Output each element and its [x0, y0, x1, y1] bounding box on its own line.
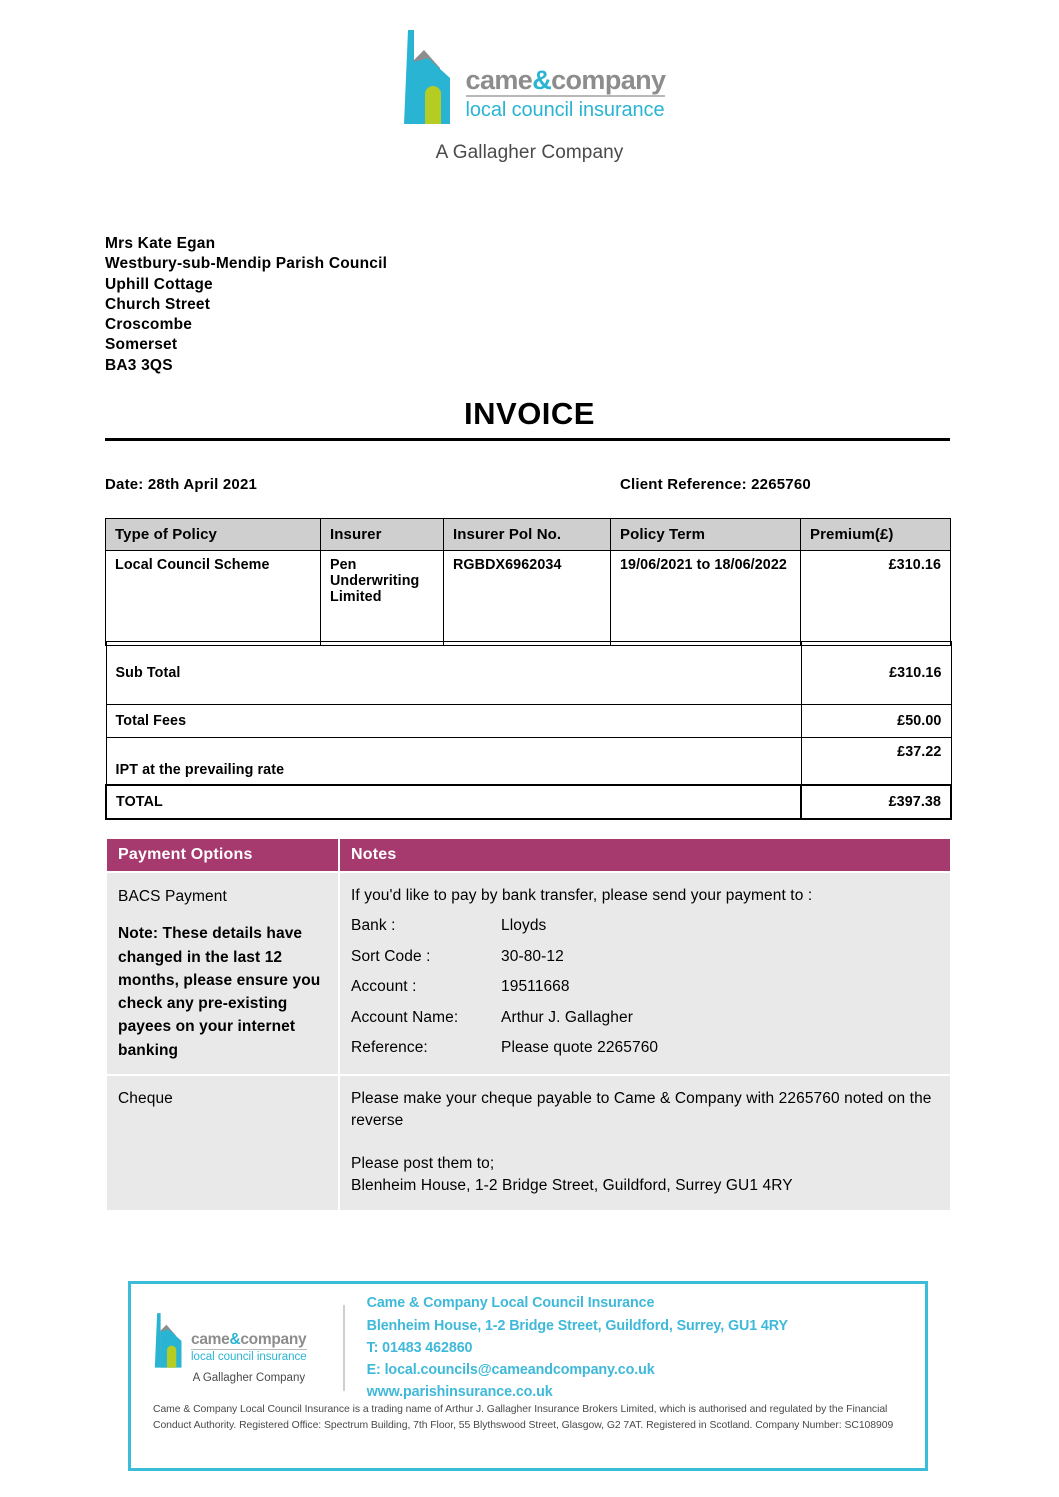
page-title: INVOICE — [464, 396, 595, 431]
address-line: Croscombe — [105, 316, 193, 334]
address-line: Mrs Kate Egan — [105, 235, 216, 252]
payment-header-row — [106, 838, 951, 872]
address-line: Uphill Cottage — [105, 275, 213, 293]
totals-row-ipt — [106, 738, 951, 786]
logo-name: came&company — [466, 66, 666, 97]
logo-wordmark — [466, 28, 666, 121]
recipient-address — [105, 234, 387, 376]
totals-row-fees — [106, 705, 951, 738]
col-type-of-policy: Type of Policy — [106, 519, 321, 551]
payment-row-bacs — [106, 872, 951, 1075]
payment-row-cheque — [106, 1075, 951, 1211]
col-notes: Notes — [339, 838, 951, 872]
bacs-value: 19511668 — [501, 978, 570, 996]
col-payment-options: Payment Options — [106, 838, 339, 872]
bacs-key: Bank : — [351, 917, 396, 935]
bacs-field-reference — [351, 1037, 939, 1059]
label-total-fees: Total Fees — [106, 705, 801, 738]
cell-bacs-option — [106, 872, 339, 1075]
cell-insurer: Pen Underwriting Limited — [321, 551, 444, 646]
label-total: TOTAL — [106, 785, 801, 819]
invoice-date: Date: 28th April 2021 — [105, 476, 258, 493]
totals-row-total — [106, 785, 951, 819]
bacs-value: 30-80-12 — [501, 947, 564, 965]
address-line: Westbury-sub-Mendip Parish Council — [105, 255, 388, 273]
cell-bacs-details — [339, 872, 951, 1075]
bacs-key: Account Name: — [351, 1008, 459, 1026]
footer-website[interactable]: www.parishinsurance.co.uk — [366, 1384, 553, 1401]
bacs-key: Reference: — [351, 1039, 428, 1057]
label-ipt: IPT at the prevailing rate — [106, 738, 801, 786]
bacs-value: Lloyds — [501, 917, 547, 935]
payment-options-table — [105, 837, 952, 1212]
bacs-field-sort-code — [351, 946, 939, 968]
title-divider — [105, 438, 950, 441]
table-header-row — [106, 519, 951, 551]
footer-contact-details — [367, 1292, 788, 1403]
address-line: Church Street — [105, 295, 211, 313]
client-reference: Client Reference: 2265760 — [620, 476, 811, 493]
bacs-value: Please quote 2265760 — [501, 1039, 659, 1057]
footer-logo-tagline: local council insurance — [191, 1350, 307, 1363]
footer-wordmark — [191, 1312, 307, 1383]
footer-address: Blenheim House, 1-2 Bridge Street, Guildford, Surrey, GU1 4RY — [366, 1317, 788, 1334]
cell-policy-term: 19/06/2021 to 18/06/2022 — [611, 551, 801, 646]
logo-subline: A Gallagher Company — [435, 142, 624, 163]
church-logo-icon — [394, 28, 456, 128]
bacs-label: BACS Payment — [118, 888, 227, 905]
company-logo-header — [0, 28, 1059, 164]
bacs-key: Sort Code : — [351, 947, 431, 965]
totals-table — [105, 641, 952, 820]
table-row — [106, 551, 951, 646]
bacs-key: Account : — [351, 978, 417, 996]
col-premium: Premium(£) — [801, 519, 951, 551]
logo-row — [394, 28, 666, 128]
cell-cheque-details — [339, 1075, 951, 1211]
policy-table — [105, 518, 951, 646]
value-total: £397.38 — [801, 785, 951, 819]
bacs-value: Arthur J. Gallagher — [501, 1008, 633, 1026]
bacs-intro: If you'd like to pay by bank transfer, please send your payment to : — [351, 887, 813, 904]
address-line: Somerset — [105, 336, 178, 354]
col-policy-term: Policy Term — [611, 519, 801, 551]
footer-top — [131, 1284, 925, 1401]
cheque-post-label: Please post them to; — [351, 1154, 495, 1172]
cell-type-of-policy: Local Council Scheme — [106, 551, 321, 646]
cheque-post-address: Blenheim House, 1-2 Bridge Street, Guildford, Surrey GU1 4RY — [351, 1177, 793, 1195]
value-sub-total: £310.16 — [801, 642, 951, 705]
value-total-fees: £50.00 — [801, 705, 951, 738]
cell-cheque-option: Cheque — [106, 1075, 339, 1211]
footer-logo-subline: A Gallagher Company — [192, 1371, 306, 1384]
bacs-field-bank — [351, 915, 939, 937]
footer-logo — [149, 1312, 339, 1383]
footer-email[interactable]: E: local.councils@cameandcompany.co.uk — [366, 1362, 655, 1379]
bacs-field-account — [351, 976, 939, 998]
col-insurer-pol-no: Insurer Pol No. — [444, 519, 611, 551]
value-ipt: £37.22 — [801, 738, 951, 786]
cheque-instruction: Please make your cheque payable to Came & Company with 2265760 noted on the reverse — [351, 1089, 932, 1130]
footer-legal-text: Came & Company Local Council Insurance is a trading name of Arthur J. Gallagher Insurance Brokers Limited, which is authorised and regulated by the Financial Conduct Authority. Registered Office: Spectrum Building, 7th Floor, 55 Blythswood Street, Glasgow, G2 7AT. Registered in Scotland. Company Number: SC108909 — [153, 1404, 894, 1432]
footer-company-name: Came & Company Local Council Insurance — [366, 1295, 655, 1312]
bacs-field-account-name — [351, 1007, 939, 1029]
address-line: BA3 3QS — [105, 356, 173, 374]
cell-premium: £310.16 — [801, 551, 951, 646]
bacs-change-note: Note: These details have changed in the last 12 months, please ensure you check any pre-existing payees on your internet banking — [118, 925, 321, 1059]
footer-divider — [343, 1305, 345, 1391]
label-sub-total: Sub Total — [106, 642, 801, 705]
footer-telephone[interactable]: T: 01483 462860 — [366, 1339, 473, 1356]
footer-contact-box — [128, 1281, 928, 1471]
logo-tagline: local council insurance — [465, 99, 665, 122]
spacer — [351, 1133, 939, 1153]
church-logo-icon — [149, 1312, 185, 1370]
col-insurer: Insurer — [321, 519, 444, 551]
cell-insurer-pol-no: RGBDX6962034 — [444, 551, 611, 646]
totals-row-subtotal — [106, 642, 951, 705]
footer-logo-name: came&company — [191, 1331, 307, 1349]
